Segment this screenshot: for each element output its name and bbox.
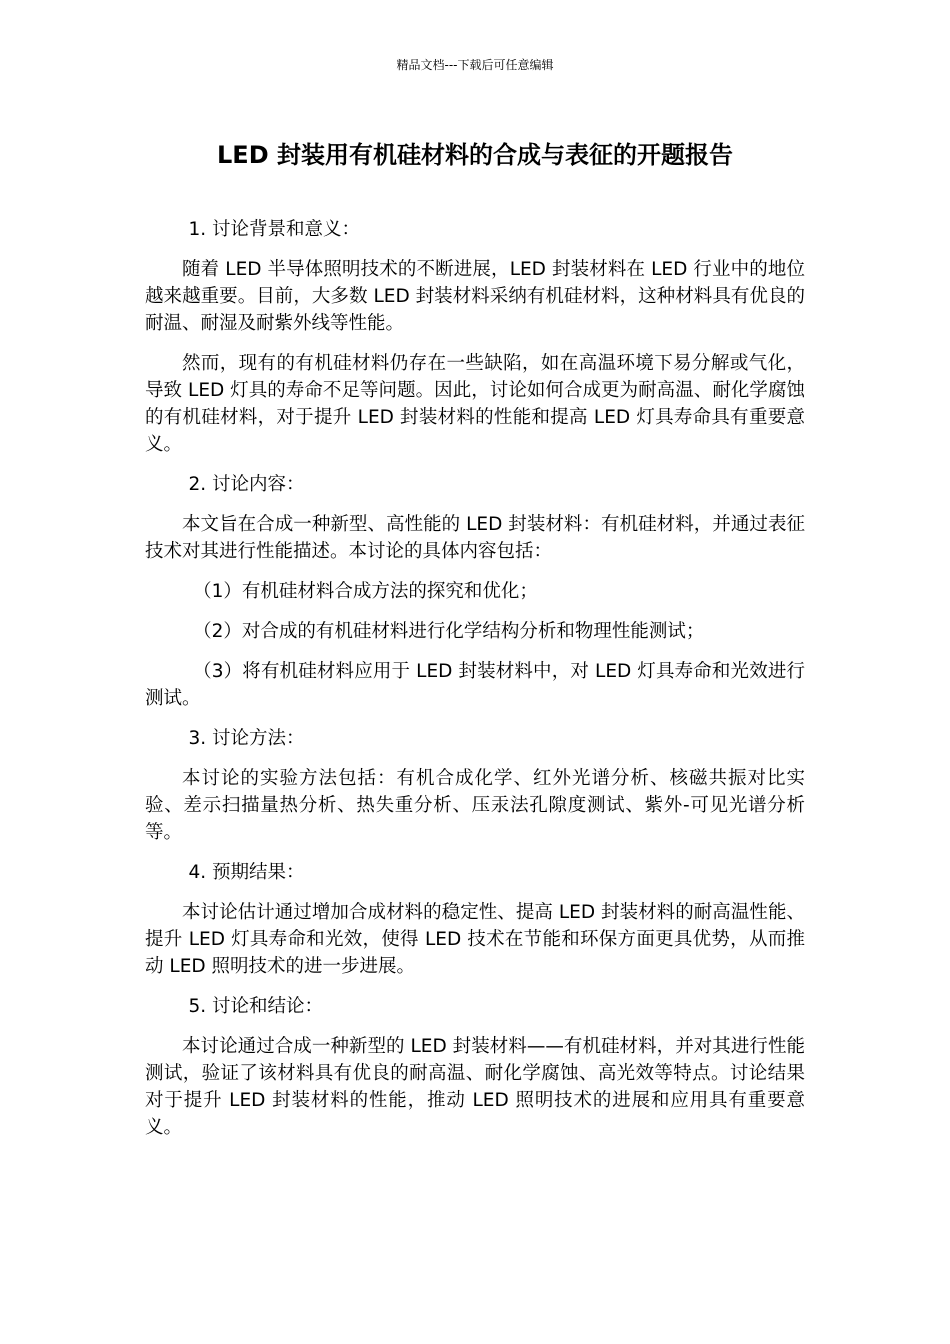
paragraph-expected-results: 本讨论估计通过增加合成材料的稳定性、提高 LED 封装材料的耐高温性能、提升 LED 灯具寿命和光效，使得 LED 技术在节能和环保方面更具优势，从而推动 LED 照明技术的进一步进展。 (145, 902, 805, 977)
section-heading-methods: 3. 讨论方法： (188, 728, 305, 749)
document-title: LED 封装用有机硅材料的合成与表征的开题报告 (217, 141, 733, 169)
section-heading-background: 1. 讨论背景和意义： (188, 219, 361, 240)
paragraph-background-2: 然而，现有的有机硅材料仍存在一些缺陷，如在高温环境下易分解或气化，导致 LED 灯具的寿命不足等问题。因此，讨论如何合成更为耐高温、耐化学腐蚀的有机硅材料，对于提升 LED 封装材料的性能和提高 LED 灯具寿命具有重要意义。 (145, 353, 805, 455)
section-heading-expected-results: 4. 预期结果： (188, 862, 305, 883)
paragraph-methods: 本讨论的实验方法包括：有机合成化学、红外光谱分析、核磁共振对比实验、差示扫描量热分析、热失重分析、压汞法孔隙度测试、紫外-可见光谱分析等。 (145, 768, 805, 843)
paragraph-content-intro: 本文旨在合成一种新型、高性能的 LED 封装材料：有机硅材料，并通过表征技术对其进行性能描述。本讨论的具体内容包括： (145, 514, 805, 562)
section-heading-content: 2. 讨论内容： (188, 474, 305, 495)
page-header-note: 精品文档---下载后可任意编辑 (396, 58, 554, 72)
list-item-content-3: （3）将有机硅材料应用于 LED 封装材料中，对 LED 灯具寿命和光效进行测试。 (145, 661, 805, 709)
list-item-content-2: （2）对合成的有机硅材料进行化学结构分析和物理性能测试； (193, 621, 705, 642)
section-heading-conclusion: 5. 讨论和结论： (188, 996, 324, 1017)
paragraph-background-1: 随着 LED 半导体照明技术的不断进展，LED 封装材料在 LED 行业中的地位越来越重要。目前，大多数 LED 封装材料采纳有机硅材料，这种材料具有优良的耐温、耐湿及耐紫外线等性能。 (145, 259, 805, 334)
list-item-content-1: （1）有机硅材料合成方法的探究和优化； (193, 581, 538, 602)
paragraph-conclusion: 本讨论通过合成一种新型的 LED 封装材料——有机硅材料，并对其进行性能测试，验证了该材料具有优良的耐高温、耐化学腐蚀、高光效等特点。讨论结果对于提升 LED 封装材料的性能，推动 LED 照明技术的进展和应用具有重要意义。 (145, 1036, 805, 1138)
document-body (145, 216, 805, 1154)
